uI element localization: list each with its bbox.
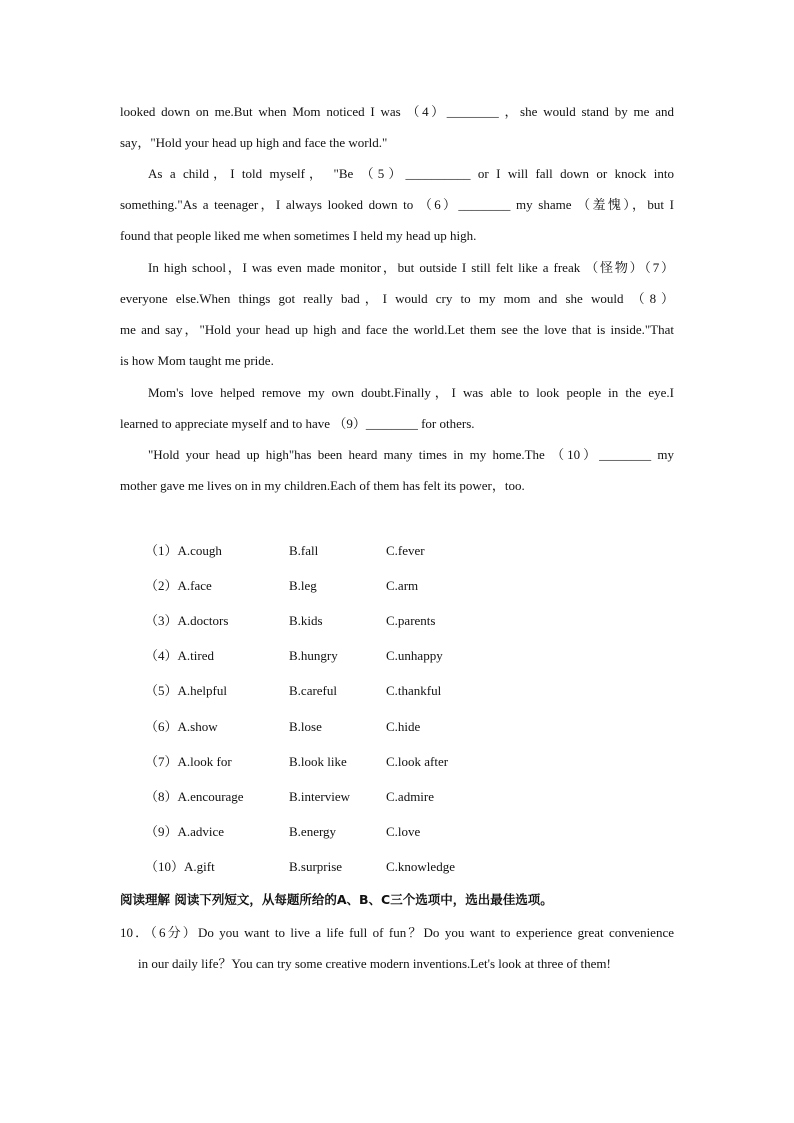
option-a: （2）A.face bbox=[145, 578, 212, 593]
option-a: （5）A.helpful bbox=[145, 683, 227, 698]
option-a: （3）A.doctors bbox=[145, 613, 229, 628]
passage-line: say，"Hold your head up high and face the world." bbox=[120, 135, 388, 150]
passage-line: everyone else.When things got really bad，I would cry to my mom and she would （8） bbox=[120, 291, 674, 306]
passage-line: mother gave me lives on in my children.Each of them has felt its power，too. bbox=[120, 478, 525, 493]
option-a: （9）A.advice bbox=[145, 824, 225, 839]
option-b: B.energy bbox=[289, 824, 337, 839]
option-b: B.careful bbox=[289, 683, 338, 698]
option-b: B.kids bbox=[289, 613, 323, 628]
passage-line: looked down on me.But when Mom noticed I was （4）________ ，she would stand by me and bbox=[120, 104, 674, 119]
option-b: B.look like bbox=[289, 754, 347, 769]
passage-line: me and say，"Hold your head up high and face the world.Let them see the love that is inside."That bbox=[120, 322, 674, 337]
passage-line: In high school，I was even made monitor，but outside I still felt like a freak （怪物）（7） bbox=[148, 260, 674, 275]
option-a: （6）A.show bbox=[145, 719, 218, 734]
option-c: C.look after bbox=[386, 754, 449, 769]
option-a: （4）A.tired bbox=[145, 648, 214, 663]
passage-line: "Hold your head up high"has been heard many times in my home.The （10）________ my bbox=[148, 447, 674, 462]
option-c: C.knowledge bbox=[386, 859, 455, 874]
option-b: B.hungry bbox=[289, 648, 338, 663]
option-a: （1）A.cough bbox=[145, 543, 222, 558]
passage-line: is how Mom taught me pride. bbox=[120, 353, 274, 368]
passage-line: found that people liked me when sometimes I held my head up high. bbox=[120, 228, 477, 243]
option-c: C.arm bbox=[386, 578, 419, 593]
option-b: B.surprise bbox=[289, 859, 343, 874]
option-c: C.admire bbox=[386, 789, 435, 804]
option-a: （8）A.encourage bbox=[145, 789, 244, 804]
option-c: C.parents bbox=[386, 613, 436, 628]
option-a: （10）A.gift bbox=[145, 859, 215, 874]
section-heading: 阅读理解 阅读下列短文，从每题所给的A、B、C三个选项中，选出最佳选项。 bbox=[120, 892, 553, 907]
option-b: B.interview bbox=[289, 789, 351, 804]
option-c: C.fever bbox=[386, 543, 425, 558]
option-b: B.lose bbox=[289, 719, 322, 734]
passage-line: Mom's love helped remove my own doubt.Finally，I was able to look people in the eye.I bbox=[148, 385, 674, 400]
option-c: C.love bbox=[386, 824, 421, 839]
passage-line: something."As a teenager，I always looked down to （6）________ my shame （羞愧），but I bbox=[120, 197, 674, 212]
question-10-line: 10．（6分）Do you want to live a life full of fun？Do you want to experience great convenience bbox=[120, 925, 674, 940]
option-b: B.leg bbox=[289, 578, 317, 593]
option-a: （7）A.look for bbox=[145, 754, 232, 769]
question-10-line: in our daily life？You can try some creative modern inventions.Let's look at three of them! bbox=[138, 956, 611, 971]
option-c: C.hide bbox=[386, 719, 421, 734]
passage-line: As a child，I told myself， "Be （5）__________ or I will fall down or knock into bbox=[148, 166, 674, 181]
passage-line: learned to appreciate myself and to have （9）________ for others. bbox=[120, 416, 475, 431]
option-c: C.thankful bbox=[386, 683, 442, 698]
option-c: C.unhappy bbox=[386, 648, 443, 663]
option-b: B.fall bbox=[289, 543, 319, 558]
